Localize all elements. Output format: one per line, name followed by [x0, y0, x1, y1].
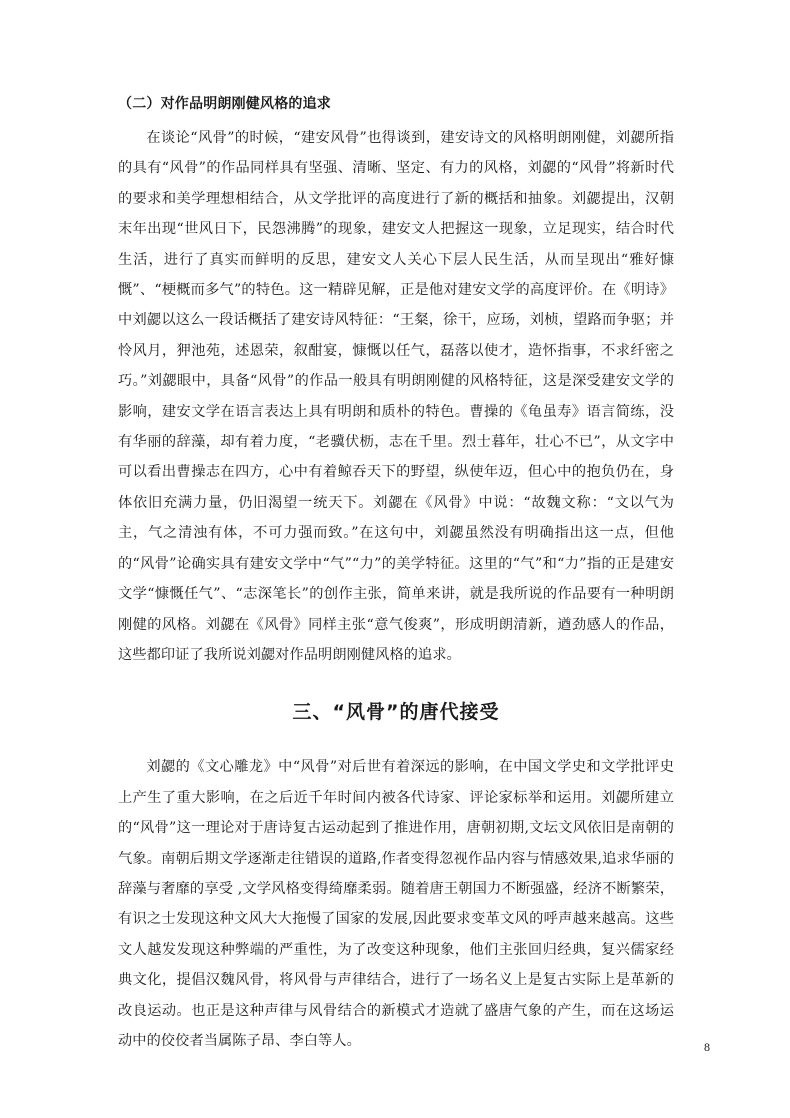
subsection-paragraph: 在谈论“风骨”的时候，“建安风骨”也得谈到，建安诗文的风格明朗刚健，刘勰所指的具有“风骨”的作品同样具有坚强、清晰、坚定、有力的风格，刘勰的“风骨”将新时代的要求和美学理想相结合，从文学批评的高度进行了新的概括和抽象。刘勰提出，汉朝末年出现“世风日下，民怨沸腾”的现象，建安文人把握这一现象，立足现实，结合时代生活，进行了真实而鲜明的反思，建安文人关心下层人民生活，从而呈现出“雅好慷慨”、“梗概而多气”的特色。这一精辟见解，正是他对建安文学的高度评价。在《明诗》中刘勰以这么一段话概括了建安诗风特征：“王粲，徐干，应玚，刘桢，望路而争驱；并怜风月，狎池苑，述恩荣，叙酣宴，慷慨以任气，磊落以使才，造怀指事，不求纤密之巧。”刘勰眼中，具备“风骨”的作品一般具有明朗刚健的风格特征，这是深受建安文学的影响，建安文学在语言表达上具有明朗和质朴的特色。曹操的《龟虽寿》语言简练，没有华丽的辞藻，却有着力度，“老骥伏枥，志在千里。烈士暮年，壮心不已”，从文字中可以看出曹操志在四方，心中有着鲸吞天下的野望，纵使年迈，但心中的抱负仍在，身体依旧充满力量，仍旧渴望一统天下。刘勰在《风骨》中说：“故魏文称：“文以气为主，气之清浊有体，不可力强而致。”在这句中，刘勰虽然没有明确指出这一点，但他的“风骨”论确实具有建安文学中“气”“力”的美学特征。这里的“气”和“力”指的正是建安文学“慷慨任气”、“志深笔长”的创作主张，简单来讲，就是我所说的作品要有一种明朗刚健的风格。刘勰在《风骨》同样主张“意气俊爽”，形成明朗清新，遒劲感人的作品，这些都印证了我所说刘勰对作品明朗刚健风格的追求。 [118, 130, 674, 663]
page-number: 8 [704, 1040, 710, 1054]
subsection-heading: （二）对作品明朗刚健风格的追求 [118, 96, 331, 112]
section-paragraph: 刘勰的《文心雕龙》中“风骨”对后世有着深远的影响，在中国文学史和文学批评史上产生了重大影响，在之后近千年时间内被各代诗家、评论家标举和运用。刘勰所建立的“风骨”这一理论对于唐诗复古运动起到了推进作用，唐朝初期,文坛文风依旧是南朝的气象。南朝后期文学逐渐走往错误的道路,作者变得忽视作品内容与情感效果,追求华丽的辞藻与奢靡的享受 ,文学风格变得绮靡柔弱。随着唐王朝国力不断强盛，经济不断繁荣，有识之士发现这种文风大大拖慢了国家的发展,因此要求变革文风的呼声越来越高。这些文人越发发现这种弊端的严重性，为了改变这种现象，他们主张回归经典，复兴儒家经典文化，提倡汉魏风骨，将风骨与声律结合，进行了一场名义上是复古实际上是革新的改良运动。也正是这种声律与风骨结合的新模式才造就了盛唐气象的产生，而在这场运动中的佼佼者当属陈子昂、李白等人。 [118, 759, 674, 1049]
page-content [118, 94, 674, 1056]
section-title: 三、“风骨”的唐代接受 [292, 701, 500, 724]
